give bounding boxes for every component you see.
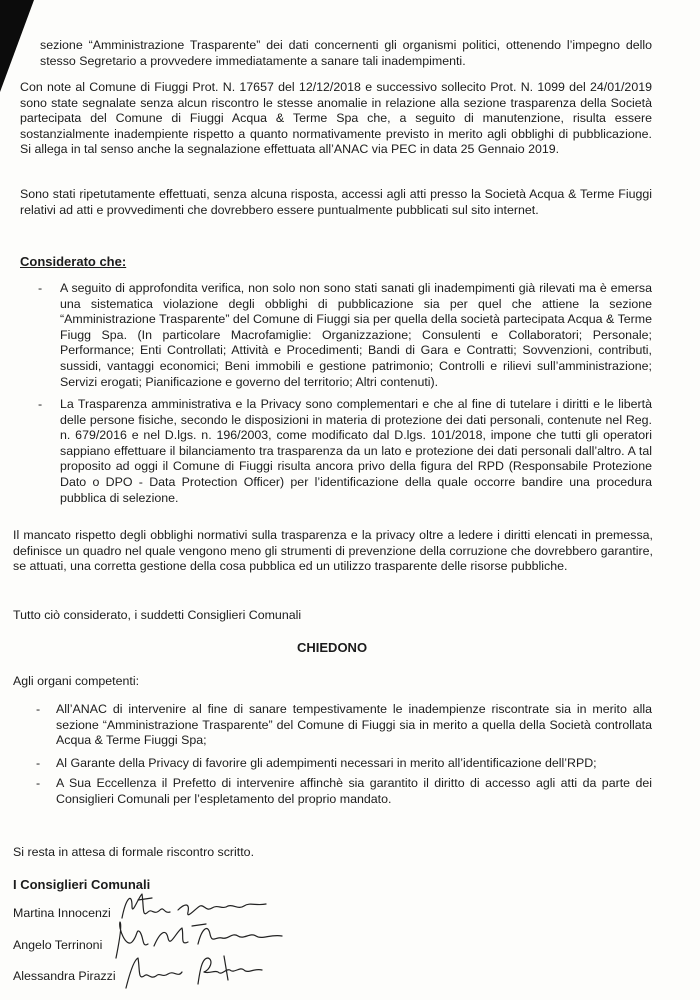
considerato-heading: Considerato che:	[20, 254, 127, 269]
bullet-dash: -	[38, 397, 43, 411]
bullet-dash: -	[36, 756, 41, 770]
chiedono-item-garante: Al Garante della Privacy di favorire gli adempimenti necessari in merito all’identificazione dell’RPD;	[56, 756, 597, 770]
chiedono-heading: CHIEDONO	[297, 640, 368, 655]
signatory-name: Angelo Terrinoni	[13, 938, 103, 952]
chiedono-item-prefetto: A Sua Eccellenza il Prefetto di intervenire affinchè sia garantito il diritto di accesso agli atti da parte dei Consiglieri Comunali per l’espletamento del proprio mandato.	[56, 776, 652, 806]
signatories-heading: I Consiglieri Comunali	[13, 877, 151, 892]
signatory-name: Martina Innocenzi	[13, 906, 111, 920]
considerato-item-2: La Trasparenza amministrativa e la Privacy sono complementari e che al fine di tutelare i diritti e le libertà delle persone fisiche, secondo le disposizioni in materia di protezione dei dati personali, contenute nel Reg. n. 679/2016 e nel D.lgs. n. 196/2003, come modificato dal D.lgs. 101/2018, impone che tutti gli operatori sappiano effettuare il bilanciamento tra trasparenza da un lato e protezione dei dati personali dall’altro. A tal proposito ad oggi il Comune di Fiuggi risulta ancora privo della figura del RPD (Responsabile Protezione Dato o DPO - Data Protection Officer) per l’identificazione della quale occorre bandire una procedura pubblica di selezione.	[60, 397, 652, 505]
paragraph-intro: sezione “Amministrazione Trasparente” dei dati concernenti gli organismi politici, ottenendo l’impegno dello stesso Segretario a provvedere immediatamente a sanare tali inadempimenti.	[40, 38, 652, 68]
bullet-dash: -	[36, 702, 41, 716]
paragraph-access-requests: Sono stati ripetutamente effettuati, senza alcuna risposta, accessi agli atti presso la Società Acqua & Terme Fiuggi relativi ad atti e provvedimenti che dovrebbero essere puntualmente pubblicati sul sito internet.	[20, 187, 652, 217]
chiedono-item-anac: All’ANAC di intervenire al fine di sanare tempestivamente le inadempienze riscontrate sia in merito alla sezione “Amministrazione Trasparente” del Comune di Fiuggi sia in merito a quella della Società controllata Acqua & Terme Fiuggi Spa;	[56, 702, 652, 748]
paragraph-mancato-rispetto: Il mancato rispetto degli obblighi normativi sulla trasparenza e la privacy oltre a ledere i diritti elencati in premessa, definisce un quadro nel quale vengono meno gli strumenti di prevenzione della corruzione che dovrebbero garantire, se attuati, una corretta gestione della cosa pubblica ed un utilizzo trasparente delle risorse pubbliche.	[13, 528, 653, 574]
paragraph-notes: Con note al Comune di Fiuggi Prot. N. 17657 del 12/12/2018 e successivo sollecito Prot. N. 1099 del 24/01/2019 sono state segnalate senza alcun riscontro le stesse anomalie in relazione alla sezione trasparenza della Società partecipata del Comune di Fiuggi Acqua & Terme Spa che, a seguito di manutenzione, risulta essere sostanzialmente inadempiente rispetto a quanto normativamente previsto in merito agli obblighi di pubblicazione. Si allega in tal senso anche la segnalazione effettuata all’ANAC via PEC in data 25 Gennaio 2019.	[20, 80, 652, 157]
considerato-item-1: A seguito di approfondita verifica, non solo non sono stati sanati gli inadempimenti già rilevati ma è emersa una sistematica violazione degli obblighi di pubblicazione sia per quel che attiene la sezione “Amministrazione Trasparente” del Comune di Fiuggi sia per quella della società partecipata Acqua & Terme Fiugg Spa. (In particolare Macrofamiglie: Organizzazione; Consulenti e Collaboratori; Personale; Performance; Enti Controllati; Attività e Procedimenti; Bandi di Gara e Contratti; Sovvenzioni, contributi, sussidi, vantaggi economici; Beni immobili e gestione patrimonio; Controlli e rilievi sull’amministrazione; Servizi erogati; Pianificazione e governo del territorio; Altri contenuti).	[60, 281, 652, 389]
paragraph-attesa: Si resta in attesa di formale riscontro scritto.	[13, 845, 255, 859]
paragraph-considerato: Tutto ciò considerato, i suddetti Consiglieri Comunali	[13, 608, 302, 622]
paragraph-organi: Agli organi competenti:	[13, 674, 140, 688]
signature-alessandra-pirazzi	[122, 950, 272, 994]
bullet-dash: -	[36, 776, 41, 790]
bullet-dash: -	[38, 281, 43, 295]
signatory-name: Alessandra Pirazzi	[13, 969, 116, 983]
